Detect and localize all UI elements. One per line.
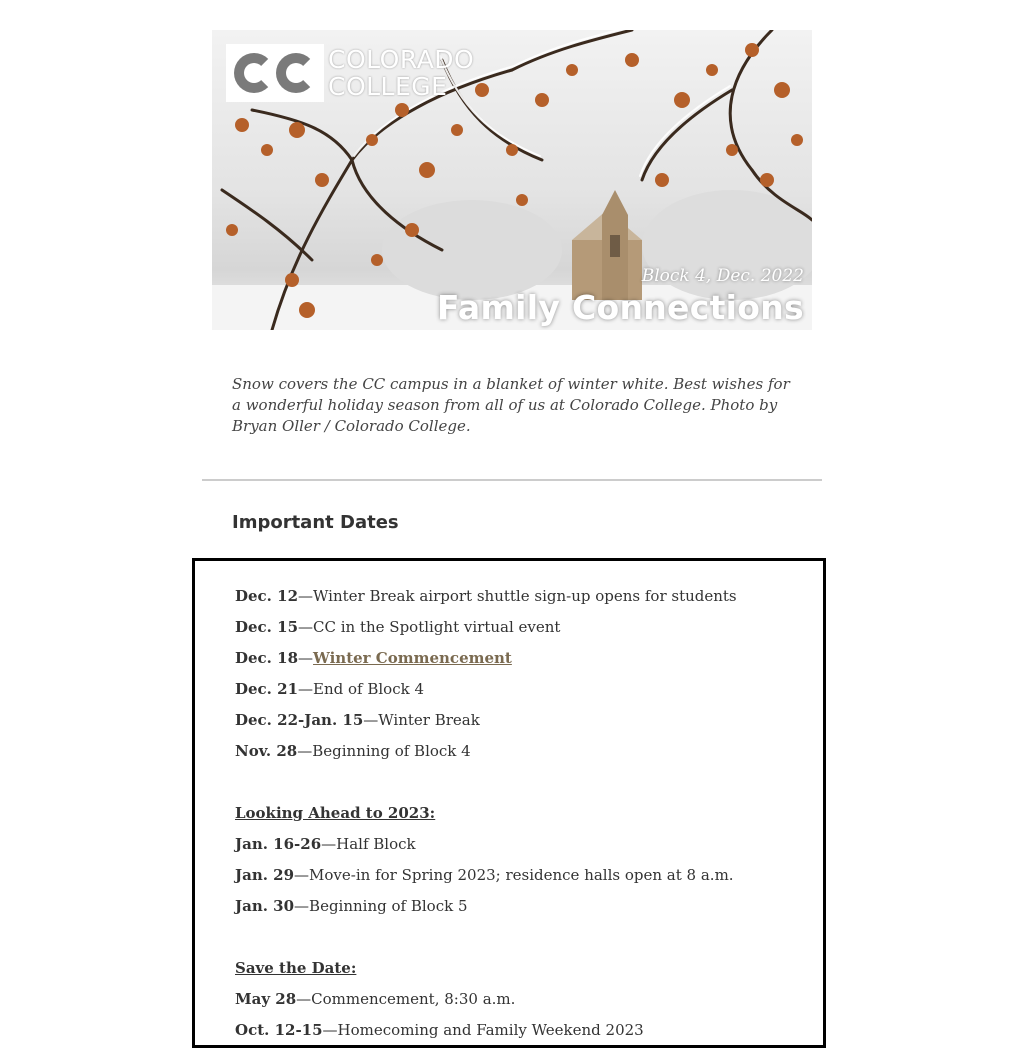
- important-dates-heading: Important Dates: [232, 512, 399, 533]
- looking-ahead-heading: Looking Ahead to 2023:: [235, 804, 436, 822]
- date-row: Dec. 18—Winter Commencement: [235, 649, 512, 667]
- date-row: Oct. 12-15—Homecoming and Family Weekend 2023: [235, 1021, 644, 1039]
- date-row: Dec. 15—CC in the Spotlight virtual event: [235, 618, 561, 636]
- hero-banner: [212, 30, 812, 330]
- newsletter-title: Family Connections: [437, 288, 804, 327]
- winter-commencement-link[interactable]: Winter Commencement: [313, 649, 512, 667]
- date-row: Dec. 21—End of Block 4: [235, 680, 424, 698]
- issue-label: Block 4, Dec. 2022: [641, 266, 804, 286]
- photo-caption: Snow covers the CC campus in a blanket of winter white. Best wishes for a wonderful holiday season from all of us at Colorado College. Photo by Bryan Oller / Colorado College.: [232, 375, 790, 435]
- colorado-college-logo: [226, 44, 474, 102]
- logo-wordmark: [328, 46, 474, 100]
- logo-line-2: COLLEGE: [328, 72, 448, 101]
- date-row: Dec. 12—Winter Break airport shuttle sign-up opens for students: [235, 587, 737, 605]
- logo-line-1: COLORADO: [328, 45, 475, 74]
- spacer: [235, 922, 815, 953]
- spacer: [235, 767, 815, 798]
- date-row: Nov. 28—Beginning of Block 4: [235, 742, 471, 760]
- save-the-date-heading: Save the Date:: [235, 959, 357, 977]
- dates-box: [192, 558, 826, 1048]
- date-row: Jan. 30—Beginning of Block 5: [235, 897, 468, 915]
- dates-list: [235, 581, 815, 1046]
- date-row: Jan. 16-26—Half Block: [235, 835, 416, 853]
- date-row: Dec. 22-Jan. 15—Winter Break: [235, 711, 480, 729]
- date-row: Jan. 29—Move-in for Spring 2023; residence halls open at 8 a.m.: [235, 866, 734, 884]
- date-row: May 28—Commencement, 8:30 a.m.: [235, 990, 516, 1008]
- cc-monogram-icon: [226, 44, 324, 102]
- section-divider: [202, 479, 822, 481]
